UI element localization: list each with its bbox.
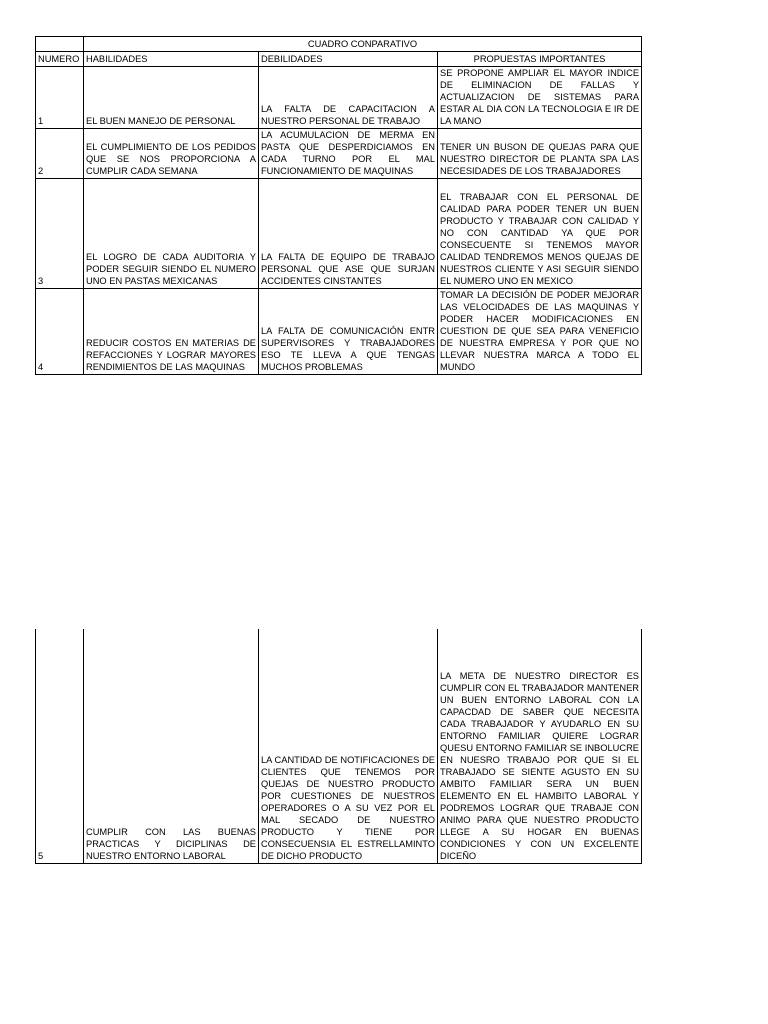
title-row bbox=[36, 37, 642, 52]
cell-numero: 3 bbox=[36, 179, 84, 289]
cell-debilidades: LA FALTA DE EQUIPO DE TRABAJO PERSONAL QUE ASE QUE SURJAN ACCIDENTES CINSTANTES bbox=[259, 179, 438, 289]
table-row bbox=[36, 179, 642, 289]
cell-debilidades: LA ACUMULACION DE MERMA EN PASTA QUE DESPERDICIAMOS EN CADA TURNO POR EL MAL FUNCIONAMIENTO DE MAQUINAS bbox=[259, 129, 438, 179]
table-row bbox=[36, 67, 642, 129]
cell-numero: 2 bbox=[36, 129, 84, 179]
table-row bbox=[36, 129, 642, 179]
table-title: CUADRO CONPARATIVO bbox=[84, 37, 642, 52]
cell-habilidades: REDUCIR COSTOS EN MATERIAS DE REFACCIONES Y LOGRAR MAYORES RENDIMIENTOS DE LAS MAQUINAS bbox=[84, 289, 259, 375]
header-debilidades: DEBILIDADES bbox=[259, 52, 438, 67]
table-row bbox=[36, 289, 642, 375]
header-row bbox=[36, 52, 642, 67]
cell-habilidades: CUMPLIR CON LAS BUENAS PRACTICAS Y DICIPLINAS DE NUESTRO ENTORNO LABORAL bbox=[84, 629, 259, 864]
header-propuestas: PROPUESTAS IMPORTANTES bbox=[438, 52, 642, 67]
cell-propuestas: EL TRABAJAR CON EL PERSONAL DE CALIDAD PARA PODER TENER UN BUEN PRODUCTO Y TRABAJAR CON CALIDAD Y NO CON CANTIDAD YA QUE POR CONSECUENTE SI TENEMOS MAYOR CALIDAD TENDREMOS MENOS QUEJAS DE NUESTROS CLIENTE Y ASI SEGUIR SIENDO EL NUMERO UNO EN MEXICO bbox=[438, 179, 642, 289]
cell-debilidades: LA CANTIDAD DE NOTIFICACIONES DE CLIENTES QUE TENEMOS POR QUEJAS DE NUESTRO PRODUCTO POR CUESTIONES DE NUESTROS OPERADORES O A SU VEZ POR EL MAL SECADO DE NUESTRO PRODUCTO Y TIENE POR CONSECUENSIA EL ESTRELLAMINTO DE DICHO PRODUCTO bbox=[259, 629, 438, 864]
cell-propuestas: SE PROPONE AMPLIAR EL MAYOR INDICE DE ELIMINACION DE FALLAS Y ACTUALIZACION DE SISTEMAS PARA ESTAR AL DIA CON LA TECNOLOGIA E IR DE LA MANO bbox=[438, 67, 642, 129]
corner-cell bbox=[36, 37, 84, 52]
cell-propuestas: TOMAR LA DECISIÓN DE PODER MEJORAR LAS VELOCIDADES DE LAS MAQUINAS Y PODER HACER MODIFICACIONES EN CUESTION DE QUE SEA PARA VENEFICIO DE NUESTRA EMPRESA Y POR QUE NO LLEVAR NUESTRA MARCA A TODO EL MUNDO bbox=[438, 289, 642, 375]
cell-debilidades: LA FALTA DE COMUNICACIÓN ENTR SUPERVISORES Y TRABAJADORES ESO TE LLEVA A QUE TENGAS MUCHOS PROBLEMAS bbox=[259, 289, 438, 375]
cell-numero: 1 bbox=[36, 67, 84, 129]
cell-numero: 4 bbox=[36, 289, 84, 375]
cell-propuestas: TENER UN BUSON DE QUEJAS PARA QUE NUESTRO DIRECTOR DE PLANTA SPA LAS NECESIDADES DE LOS TRABAJADORES bbox=[438, 129, 642, 179]
comparative-table bbox=[35, 36, 642, 375]
cell-habilidades: EL BUEN MANEJO DE PERSONAL bbox=[84, 67, 259, 129]
cell-numero: 5 bbox=[36, 629, 84, 864]
comparative-table-continued bbox=[35, 629, 642, 864]
cell-habilidades: EL CUMPLIMIENTO DE LOS PEDIDOS QUE SE NOS PROPORCIONA A CUMPLIR CADA SEMANA bbox=[84, 129, 259, 179]
header-numero: NUMERO bbox=[36, 52, 84, 67]
cell-propuestas: LA META DE NUESTRO DIRECTOR ES CUMPLIR CON EL TRABAJADOR MANTENER UN BUEN ENTORNO LABORAL CON LA CAPACDAD DE SABER QUE NECESITA CADA TRABAJADOR Y AYUDARLO EN SU ENTORNO FAMILIAR QUIERE LOGRAR QUESU ENTORNO FAMILIAR SE INBOLUCRE EN NUESRO TRABAJO POR QUE SI EL TRABAJADO SE SIENTE AGUSTO EN SU AMBITO FAMILIAR SERA UN BUEN ELEMENTO EN EL HAMBITO LABORAL Y PODREMOS LOGRAR QUE TRABAJE CON ANIMO PARA QUE NUESTRO PRODUCTO LLEGE A SU HOGAR EN BUENAS CONDICIONES Y CON UN EXCELENTE DICEÑO bbox=[438, 629, 642, 864]
cell-habilidades: EL LOGRO DE CADA AUDITORIA Y PODER SEGUIR SIENDO EL NUMERO UNO EN PASTAS MEXICANAS bbox=[84, 179, 259, 289]
table-row bbox=[36, 629, 642, 864]
header-habilidades: HABILIDADES bbox=[84, 52, 259, 67]
cell-debilidades: LA FALTA DE CAPACITACION A NUESTRO PERSONAL DE TRABAJO bbox=[259, 67, 438, 129]
